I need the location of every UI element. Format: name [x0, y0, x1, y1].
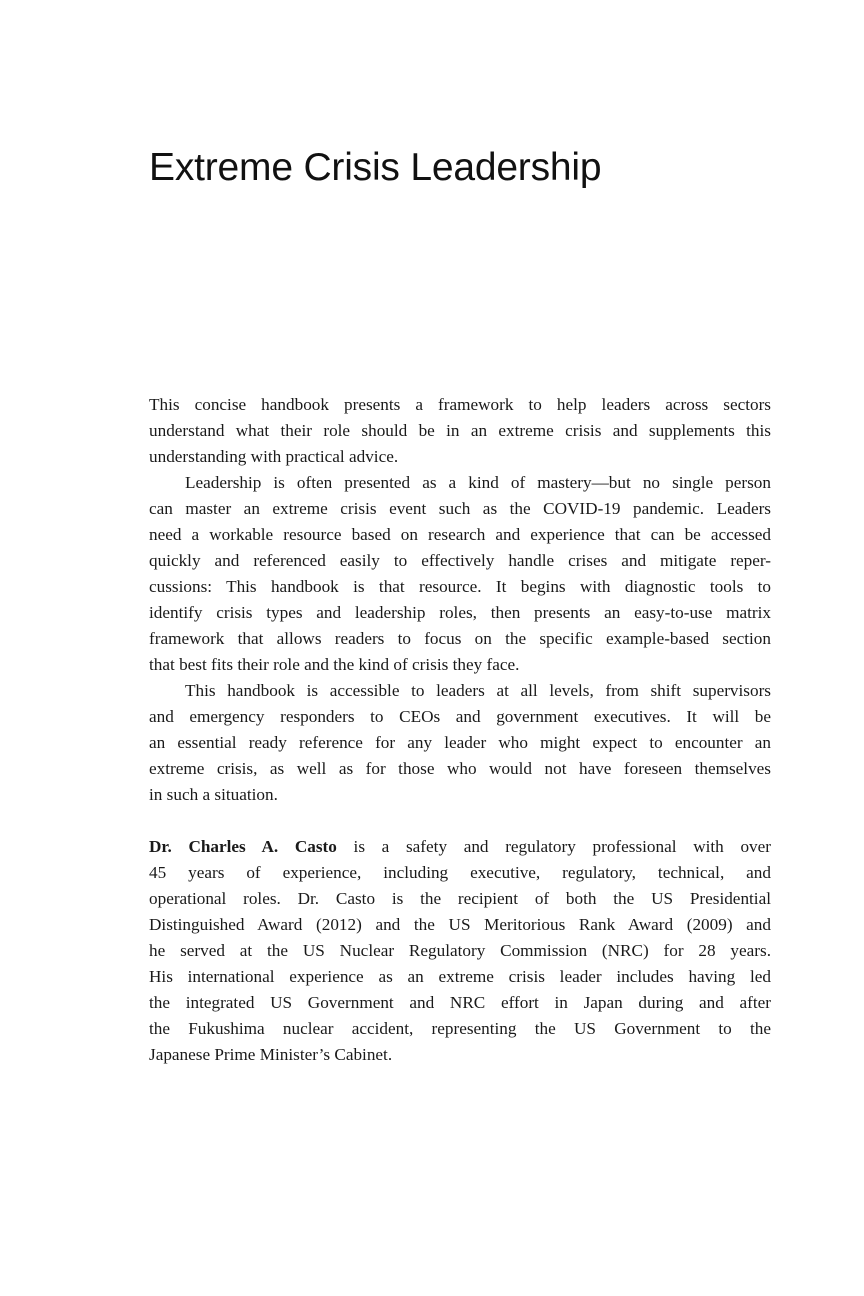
paragraph-leadership: [149, 470, 771, 678]
text-line: extreme crisis, as well as for those who would not have foreseen themselves: [149, 759, 771, 778]
text-line: Japanese Prime Minister’s Cabinet.: [149, 1045, 393, 1064]
text-line: need a workable resource based on research and experience that can be accessed: [149, 525, 771, 544]
text-line: This handbook is accessible to leaders at all levels, from shift supervisors: [185, 681, 771, 700]
text-line: the Fukushima nuclear accident, representing the US Government to the: [149, 1019, 771, 1038]
text-line: identify crisis types and leadership roles, then presents an easy-to-use matrix: [149, 603, 771, 622]
text-line: cussions: This handbook is that resource. It begins with diagnostic tools to: [149, 577, 771, 596]
text-line: operational roles. Dr. Casto is the recipient of both the US Presidential: [149, 889, 771, 908]
text-line: an essential ready reference for any leader who might expect to encounter an: [149, 733, 771, 752]
text-line: [149, 834, 771, 860]
text-line: Leadership is often presented as a kind of mastery—but no single person: [185, 473, 771, 492]
text-line: that best fits their role and the kind of crisis they face.: [149, 655, 520, 674]
text-line: 45 years of experience, including executive, regulatory, technical, and: [149, 863, 771, 882]
page-title: Extreme Crisis Leadership: [149, 146, 602, 189]
paragraph-audience: [149, 678, 771, 808]
body-text: [149, 392, 771, 1068]
text-line: understanding with practical advice.: [149, 447, 399, 466]
text-line: in such a situation.: [149, 785, 278, 804]
text-line: understand what their role should be in an extreme crisis and supplements this: [149, 421, 771, 440]
text-line: quickly and referenced easily to effectively handle crises and mitigate reper-: [149, 551, 771, 570]
text-line: His international experience as an extreme crisis leader includes having led: [149, 967, 771, 986]
text-line: the integrated US Government and NRC effort in Japan during and after: [149, 993, 771, 1012]
paragraph-intro: [149, 392, 771, 470]
text-line: he served at the US Nuclear Regulatory Commission (NRC) for 28 years.: [149, 941, 771, 960]
author-name: Dr. Charles A. Casto: [149, 837, 337, 856]
text-line: and emergency responders to CEOs and government executives. It will be: [149, 707, 771, 726]
text-segment: is a safety and regulatory professional with over: [336, 837, 771, 856]
author-bio: [149, 834, 771, 1068]
text-line: can master an extreme crisis event such as the COVID-19 pandemic. Leaders: [149, 499, 771, 518]
text-line: Distinguished Award (2012) and the US Meritorious Rank Award (2009) and: [149, 915, 771, 934]
text-line: This concise handbook presents a framework to help leaders across sectors: [149, 395, 771, 414]
text-line: framework that allows readers to focus on the specific example-based section: [149, 629, 771, 648]
